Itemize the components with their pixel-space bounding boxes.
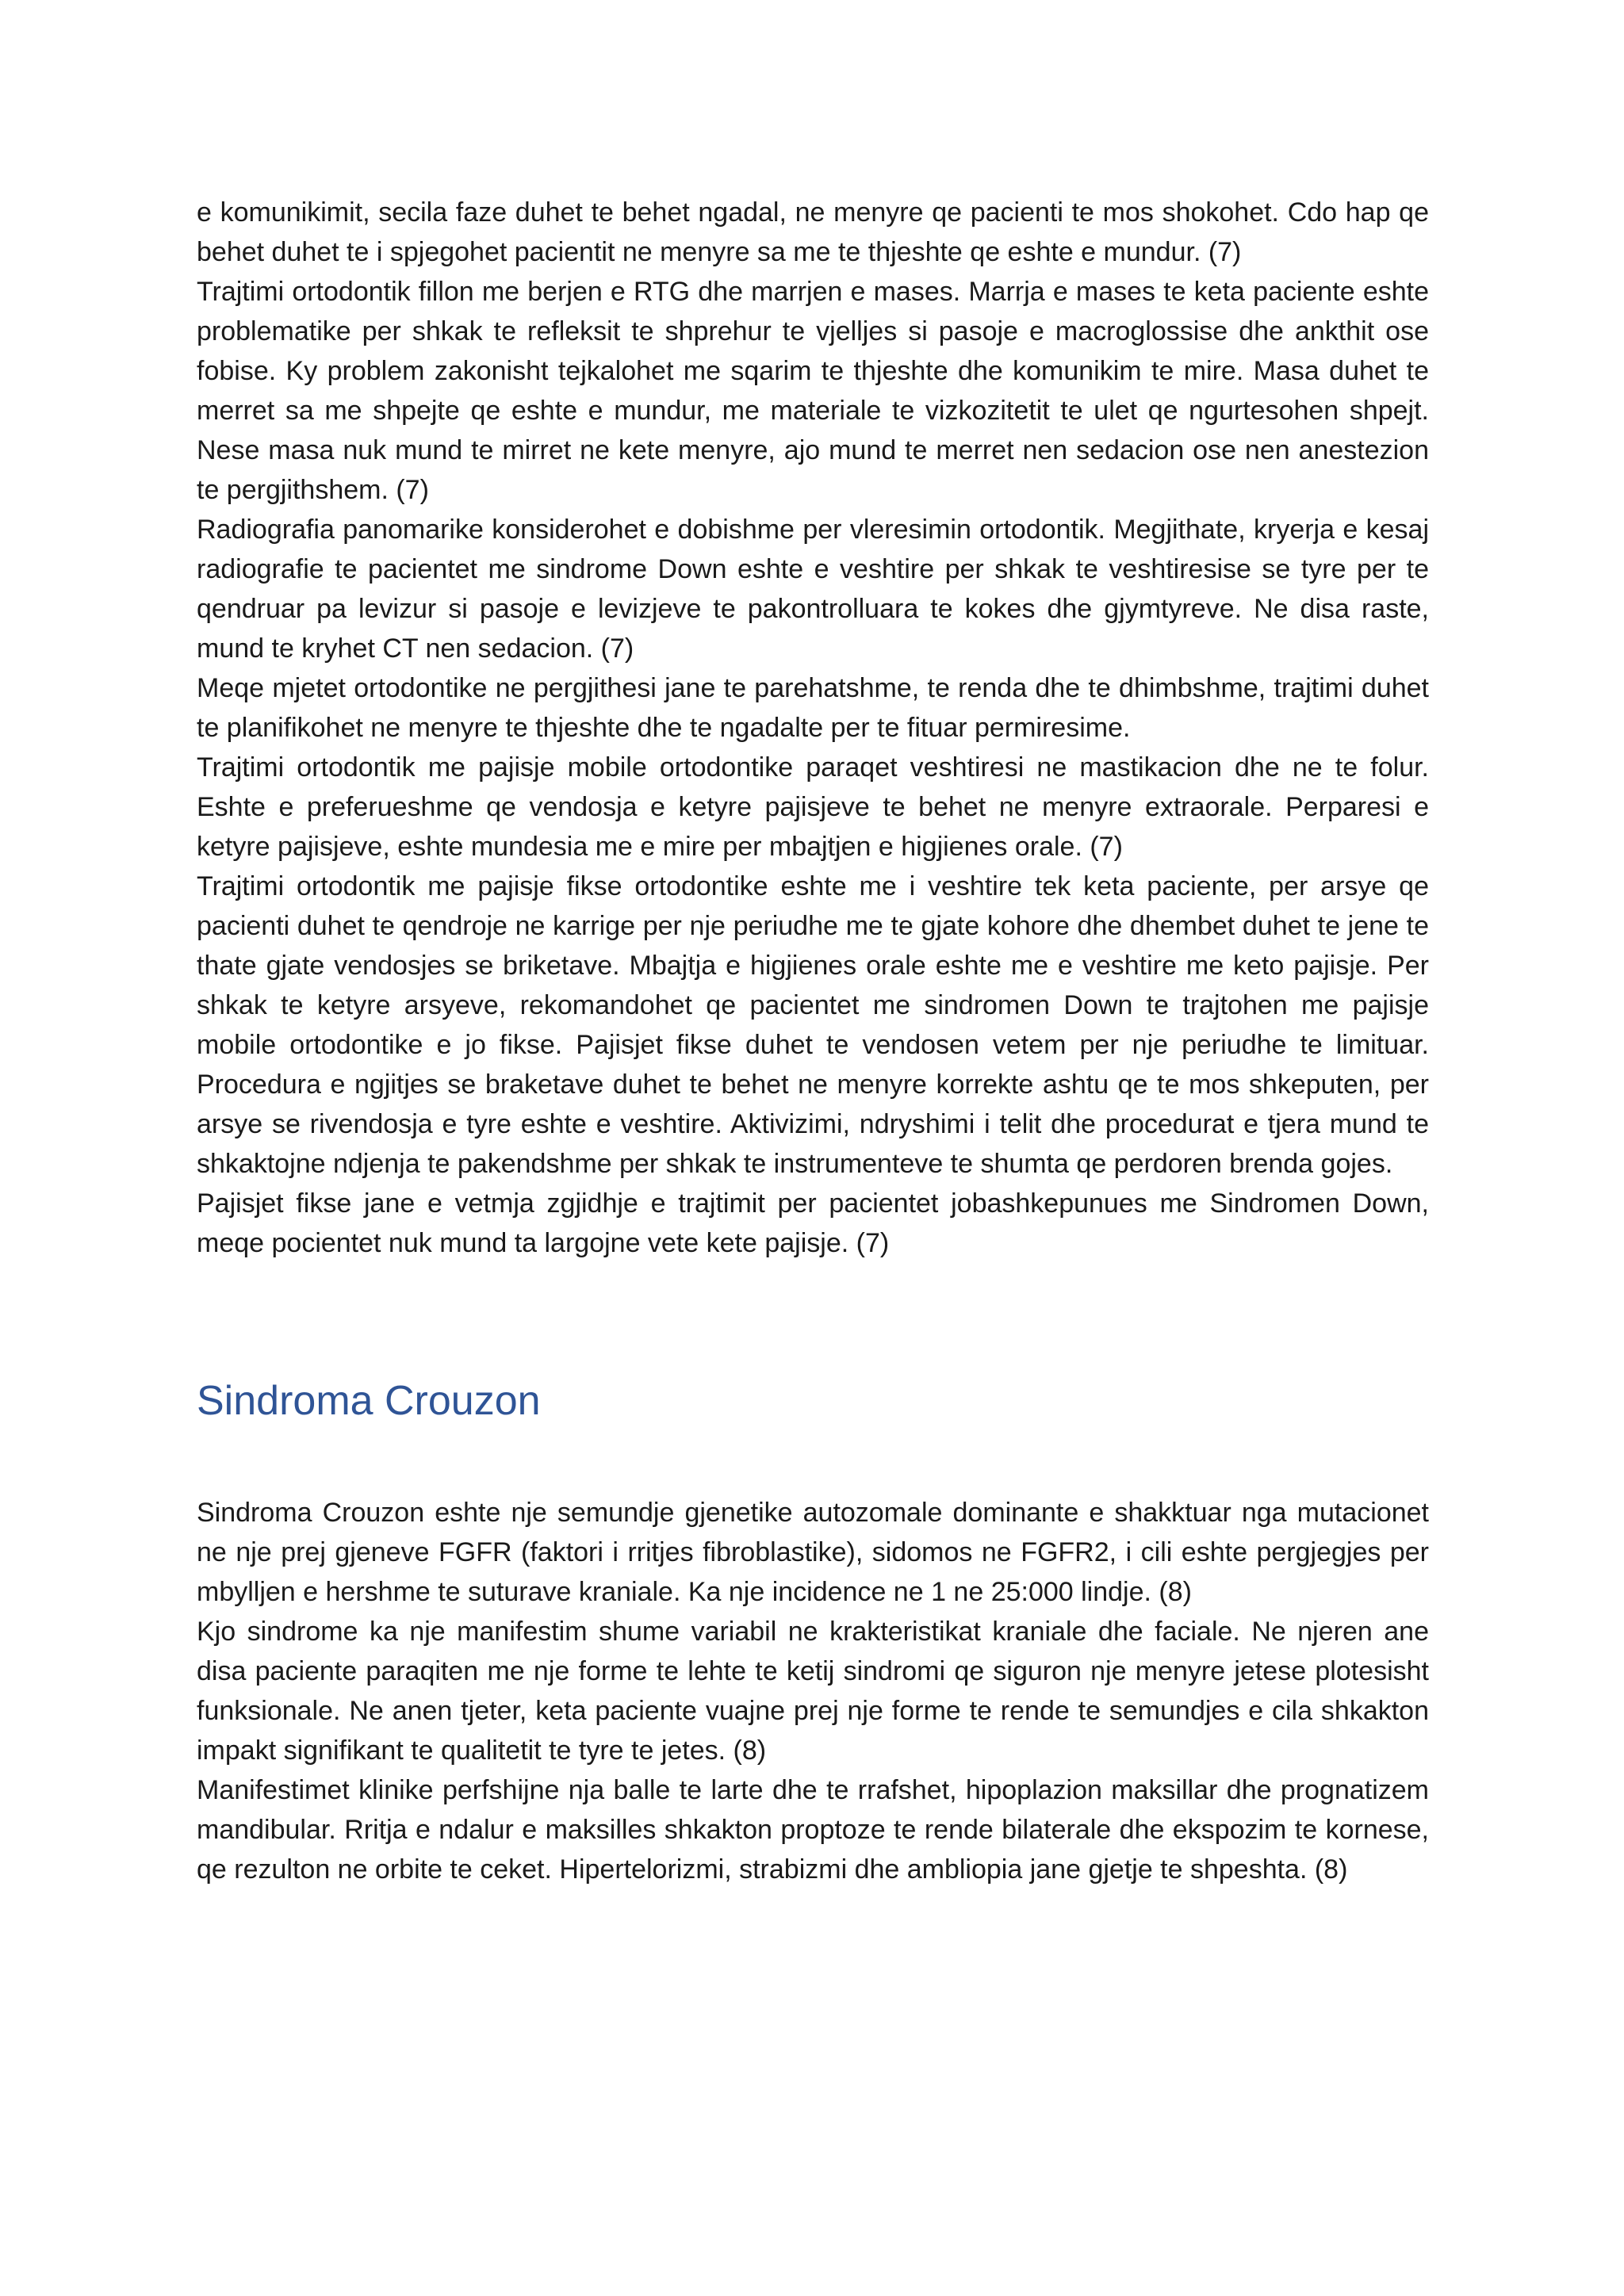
paragraph-crouzon-definition: Sindroma Crouzon eshte nje semundje gjenetike autozomale dominante e shakktuar nga mutacionet ne nje prej gjeneve FGFR (faktori i rritjes fibroblastike), sidomos ne FGFR2, i cili eshte pergjegjes per mbylljen e hershme te suturave kraniale. Ka nje incidence ne 1 ne 25:000 lindje. (8) (197, 1498, 1429, 1607)
paragraph-fixed-appliances: Trajtimi ortodontik me pajisje fikse ortodontike eshte me i veshtire tek keta paciente, per arsye qe pacienti duhet te qendroje ne karrige per nje periudhe me te gjate kohore dhe dhembet duhet te jene te thate gjate vendosjes se briketave. Mbajtja e higjienes orale eshte me e veshtire me keto pajisje. Per shkak te ketyre arsyeve, rekomandohet qe pacientet me sindromen Down te trajtohen me pajisje mobile ortodontike e jo fikse. Pajisjet fikse duhet te vendosen vetem per nje periudhe te limituar. Procedura e ngjitjes se braketave duhet te behet ne menyre korrekte ashtu qe te mos shkeputen, per arsye se rivendosja e tyre eshte e veshtire. Aktivizimi, ndryshimi i telit dhe procedurat e tjera mund te shkaktojne ndjenja te pakendshme per shkak te instrumenteve te shumta qe perdoren brenda gojes. (197, 871, 1429, 1179)
section-body-text (197, 1493, 1429, 1889)
body-text (197, 193, 1429, 1263)
paragraph-crouzon-variability: Kjo sindrome ka nje manifestim shume variabil ne krakteristikat kraniale dhe faciale. Ne njeren ane disa paciente paraqiten me nje forme te lehte te ketij sindromi qe siguron nje menyre jetese plotesisht funksionale. Ne anen tjeter, keta paciente vuajne prej nje forme te rende te semundjes e cila shkakton impakt signifikant te qualitetit te tyre te jetes. (8) (197, 1617, 1429, 1766)
paragraph-mobile-appliances: Trajtimi ortodontik me pajisje mobile ortodontike paraqet veshtiresi ne mastikacion dhe ne te folur. Eshte e preferueshme qe vendosja e ketyre pajisjeve te behet ne menyre extraorale. Perparesi e ketyre pajisjeve, eshte mundesia me e mire per mbajtjen e higjienes orale. (7) (197, 752, 1429, 862)
section-heading: Sindroma Crouzon (197, 1378, 541, 1424)
paragraph-crouzon-manifestations: Manifestimet klinike perfshijne nja balle te larte dhe te rrafshet, hipoplazion maksillar dhe prognatizem mandibular. Rritja e ndalur e maksilles shkakton proptoze te rende bilaterale dhe ekspozim te kornese, qe rezulton ne orbite te ceket. Hipertelorizmi, strabizmi dhe ambliopia jane gjetje te shpeshta. (8) (197, 1775, 1429, 1885)
paragraph-impression: Trajtimi ortodontik fillon me berjen e RTG dhe marrjen e mases. Marrja e mases te keta paciente eshte problematike per shkak te refleksit te shprehur te vjelljes si pasoje e macroglossise dhe ankthit ose fobise. Ky problem zakonisht tejkalohet me sqarim te thjeshte dhe komunikim te mire. Masa duhet te merret sa me shpejte qe eshte e mundur, me materiale te vizkozitetit te ulet qe ngurtesohen shpejt. Nese masa nuk mund te mirret ne kete menyre, ajo mund te merret nen sedacion ose nen anestezion te pergjithshem. (7) (197, 277, 1429, 505)
paragraph-radiography: Radiografia panomarike konsiderohet e dobishme per vleresimin ortodontik. Megjithate, kryerja e kesaj radiografie te pacientet me sindrome Down eshte e veshtire per shkak te veshtiresise se tyre per te qendruar pa levizur si pasoje e levizjeve te pakontrolluara te kokes dhe gjymtyreve. Ne disa raste, mund te kryhet CT nen sedacion. (7) (197, 515, 1429, 664)
paragraph-planning: Meqe mjetet ortodontike ne pergjithesi jane te parehatshme, te renda dhe te dhimbshme, trajtimi duhet te planifikohet ne menyre te thjeshte dhe te ngadalte per te fituar permiresime. (197, 673, 1429, 743)
paragraph-fixed-only-option: Pajisjet fikse jane e vetmja zgjidhje e trajtimit per pacientet jobashkepunues me Sindromen Down, meqe pocientet nuk mund ta largojne vete kete pajisje. (7) (197, 1188, 1429, 1258)
paragraph-communication: e komunikimit, secila faze duhet te behet ngadal, ne menyre qe pacienti te mos shokohet. Cdo hap qe behet duhet te i spjegohet pacientit ne menyre sa me te thjeshte qe eshte e mundur. (7) (197, 197, 1429, 267)
